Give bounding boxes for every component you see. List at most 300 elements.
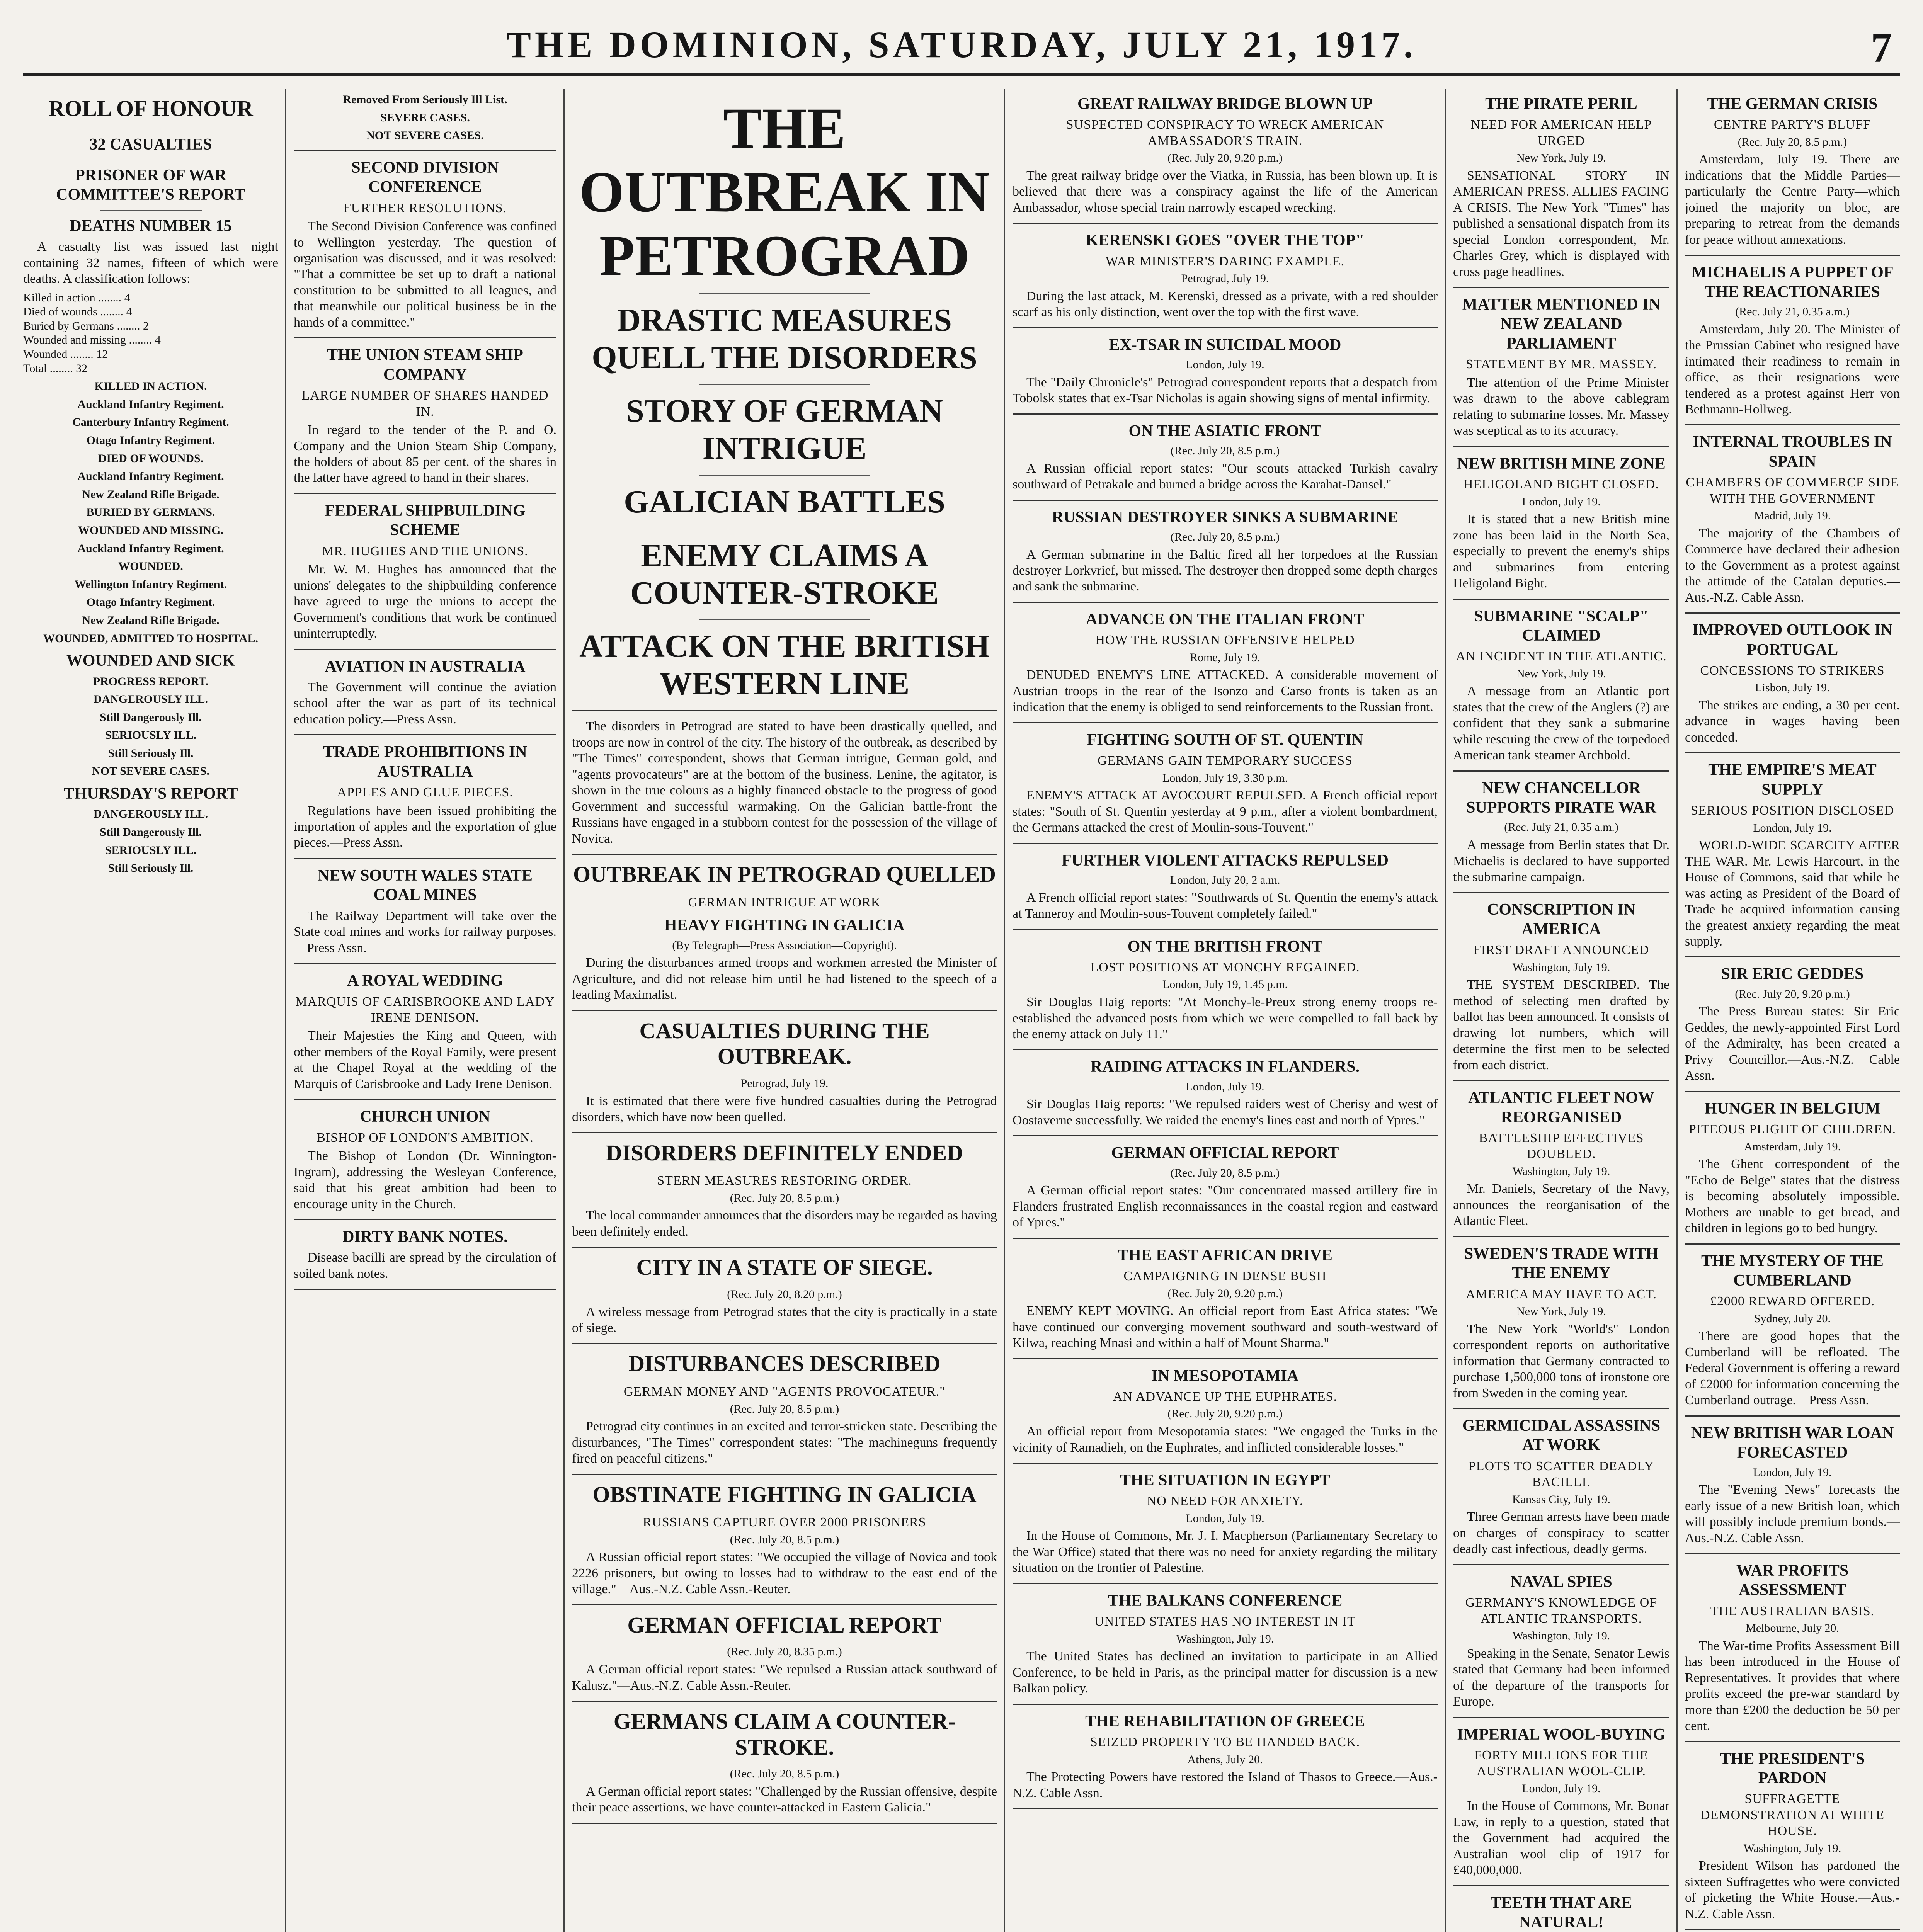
article-subheading: GERMAN MONEY AND "AGENTS PROVOCATEUR."	[623, 1384, 946, 1399]
article-subheading: FURTHER RESOLUTIONS.	[343, 201, 507, 215]
article-headline: A ROYAL WEDDING	[347, 972, 503, 990]
article-dateline: New York, July 19.	[1516, 667, 1606, 680]
article	[1013, 1057, 1438, 1136]
article-body: The local commander announces that the disorders may be regarded as having been definitely ended.	[572, 1208, 997, 1239]
article-subheading: £2000 REWARD OFFERED.	[1710, 1294, 1875, 1309]
article-body: The "Evening News" forecasts the early issue of a new British loan, which will possibly include premium bonds.—Aus.-N.Z. Cable Assn.	[1685, 1483, 1900, 1545]
article-body: It is stated that a new British mine zone has been laid in the North Sea, especially to prevent the enemy's ships and submarines from entering Heligoland Bight.	[1453, 512, 1669, 591]
article-dateline: London, July 19.	[1186, 1080, 1264, 1093]
deaths-heading: DEATHS NUMBER 15	[70, 217, 232, 235]
article-dateline: Athens, July 20.	[1187, 1753, 1263, 1766]
article-dateline: Amsterdam, July 19.	[1744, 1140, 1841, 1153]
article-headline: GREAT RAILWAY BRIDGE BLOWN UP	[1077, 95, 1373, 113]
newspaper-title: THE DOMINION, SATURDAY, JULY 21, 1917.	[506, 24, 1417, 65]
article	[1685, 1561, 1900, 1742]
article-subheading: STATEMENT BY MR. MASSEY.	[1466, 357, 1657, 372]
article-subheading: AN ADVANCE UP THE EUPHRATES.	[1113, 1389, 1337, 1404]
article-headline: RUSSIAN DESTROYER SINKS A SUBMARINE	[1052, 508, 1399, 526]
section-label: WOUNDED, ADMITTED TO HOSPITAL.	[43, 632, 258, 645]
article	[1453, 295, 1669, 447]
article-headline: THE PIRATE PERIL	[1485, 95, 1637, 113]
article	[1685, 621, 1900, 753]
article-headline: THE EMPIRE'S MEAT SUPPLY	[1708, 761, 1877, 799]
article-body: A German official report states: "We repulsed a Russian attack southward of Kalusz."—Aus.-N.Z. Cable Assn.-Reuter.	[572, 1662, 997, 1693]
article	[1013, 231, 1438, 328]
article-subheading: THE AUSTRALIAN BASIS.	[1710, 1604, 1875, 1618]
article-subheading: LARGE NUMBER OF SHARES HANDED IN.	[301, 388, 549, 419]
section-label: SERIOUSLY ILL.	[105, 729, 197, 742]
article	[1453, 1416, 1669, 1565]
article-subheading: SUSPECTED CONSPIRACY TO WRECK AMERICAN AMBASSADOR'S TRAIN.	[1066, 117, 1384, 148]
section-label: Still Dangerously Ill.	[100, 711, 202, 724]
article	[1685, 432, 1900, 614]
article-headline: TEETH THAT ARE NATURAL!	[1490, 1894, 1632, 1932]
article-dateline: London, July 19, 1.45 p.m.	[1162, 978, 1288, 991]
column-main-story	[572, 89, 997, 1932]
article-headline: IN MESOPOTAMIA	[1151, 1367, 1299, 1385]
article-headline: NEW BRITISH WAR LOAN FORECASTED	[1691, 1424, 1894, 1462]
article-dateline: (Rec. July 20, 9.20 p.m.)	[1167, 151, 1283, 165]
article	[1685, 1099, 1900, 1245]
column-rule	[285, 89, 286, 1932]
article-headline: NAVAL SPIES	[1510, 1573, 1612, 1591]
article-headline: GERMICIDAL ASSASSINS AT WORK	[1462, 1417, 1661, 1454]
article-body: A message from Berlin states that Dr. Michaelis is declared to have supported the submarine campaign.	[1453, 838, 1669, 884]
article-body: A message from an Atlantic port states that the crew of the Anglers (?) are confident that they sank a submarine while rescuing the crew of the torpedoed American tank steamer Archbold.	[1453, 684, 1669, 763]
article	[1453, 454, 1669, 600]
column-four	[1013, 89, 1438, 1932]
article-dateline: New York, July 19.	[1516, 1305, 1606, 1318]
article-body: WORLD-WIDE SCARCITY AFTER THE WAR. Mr. Lewis Harcourt, in the House of Commons, said that while he was acting as President of the Board of Trade he acquired information causing the greatest anxiety regarding the meat supply.	[1685, 838, 1900, 949]
article	[1013, 730, 1438, 844]
section-label: SERIOUSLY ILL.	[105, 844, 197, 857]
article-dateline: Washington, July 19.	[1512, 1629, 1610, 1643]
article-body: The Ghent correspondent of the "Echo de Belge" states that the distress is becoming absolutely impossible. Mothers are unable to get bread, and children in legions go to bed hungry.	[1685, 1157, 1900, 1236]
article	[572, 862, 997, 1011]
article-headline: TRADE PROHIBITIONS IN AUSTRALIA	[323, 743, 527, 781]
article-dateline: (Rec. July 20, 8.5 p.m.)	[730, 1191, 839, 1204]
roll-of-honour-headline: ROLL OF HONOUR	[48, 96, 253, 121]
article-headline: FEDERAL SHIPBUILDING SCHEME	[325, 502, 526, 539]
article-headline: THE GERMAN CRISIS	[1707, 95, 1878, 113]
article-headline: DIRTY BANK NOTES.	[342, 1228, 508, 1246]
article-headline: FURTHER VIOLENT ATTACKS REPULSED	[1061, 851, 1389, 869]
article-dateline: London, July 19.	[1753, 821, 1832, 834]
article-headline: GERMAN OFFICIAL REPORT	[627, 1612, 942, 1638]
article	[1453, 1244, 1669, 1409]
article	[1013, 610, 1438, 723]
wounded-sick-heading: WOUNDED AND SICK	[66, 652, 235, 670]
article-headline: DISORDERS DEFINITELY ENDED	[606, 1140, 963, 1165]
article	[1013, 94, 1438, 224]
article-body: The Railway Department will take over the State coal mines and works for railway purposes.—Press Assn.	[294, 908, 556, 955]
article	[1453, 779, 1669, 893]
article-body: The attention of the Prime Minister was drawn to the above cablegram relating to submarine losses. Mr. Massey was sceptical as to its accuracy.	[1453, 375, 1669, 438]
article	[572, 1018, 997, 1133]
article-dateline: London, July 20, 2 a.m.	[1170, 874, 1280, 887]
article-subheading: UNITED STATES HAS NO INTEREST IN IT	[1094, 1614, 1356, 1629]
article-dateline: Melbourne, July 20.	[1746, 1622, 1839, 1635]
article-body: In regard to the tender of the P. and O. Company and the Union Steam Ship Company, the holders of about 85 per cent. of the shares in the latter have agreed to hand in their shares.	[294, 423, 556, 485]
article-headline: GERMAN OFFICIAL REPORT	[1111, 1144, 1339, 1162]
article-body: SENSATIONAL STORY IN AMERICAN PRESS. ALLIES FACING A CRISIS. The New York "Times" has published a sensational dispatch from its special London correspondent, Mr. Charles Grey, which is displayed with cross page headlines.	[1453, 168, 1669, 279]
classification-row: Died of wounds ........ 4	[23, 305, 132, 318]
article-dateline: Madrid, July 19.	[1754, 509, 1831, 522]
article-dateline: (Rec. July 20, 9.20 p.m.)	[1167, 1407, 1283, 1420]
article-headline: AVIATION IN AUSTRALIA	[325, 657, 526, 675]
casualties-heading: 32 CASUALTIES	[89, 135, 212, 153]
article-body: A German submarine in the Baltic fired all her torpedoes at the Russian destroyer Lorkvrief, but missed. The destroyer then dropped some depth charges and sank the submarine.	[1013, 547, 1438, 594]
article-body: ENEMY'S ATTACK AT AVOCOURT REPULSED. A French official report states: "South of St. Quentin yesterday at 9 p.m., after a violent bombardment, the Germans attacked the crest of Moulin-sous-Touvent."	[1013, 788, 1438, 835]
column-six-articles	[1685, 94, 1900, 1930]
article-dateline: Washington, July 19.	[1743, 1842, 1841, 1855]
article-dateline: New York, July 19.	[1516, 151, 1606, 165]
section-label: SEVERE CASES.	[380, 111, 470, 124]
article-body: Sir Douglas Haig reports: "We repulsed raiders west of Cherisy and west of Oostaverne successfully. We raided the enemy's lines east and north of Ypres."	[1013, 1097, 1438, 1128]
section-label: Auckland Infantry Regiment.	[77, 542, 224, 555]
section-label: New Zealand Rifle Brigade.	[82, 488, 220, 501]
article-subheading: MARQUIS OF CARISBROOKE AND LADY IRENE DENISON.	[295, 994, 555, 1025]
article-body: ENEMY KEPT MOVING. An official report from East Africa states: "We have continued our converging movement southward and south-westward of Kilwa, reaching Mnasi and within a half of Mount Sharma."	[1013, 1304, 1438, 1350]
article-subheading: APPLES AND GLUE PIECES.	[337, 785, 513, 800]
article-body: Regulations have been issued prohibiting the importation of apples and the exportation of glue pieces.—Press Assn.	[294, 803, 556, 850]
article-dateline: Petrograd, July 19.	[740, 1077, 829, 1090]
article-subheading: STERN MEASURES RESTORING ORDER.	[657, 1173, 912, 1188]
section-label: WOUNDED.	[118, 560, 183, 573]
article-body: The majority of the Chambers of Commerce have declared their adhesion to the Government as a protest against the attitude of the Catalan deputies.—Aus.-N.Z. Cable Assn.	[1685, 526, 1900, 605]
article	[1685, 263, 1900, 425]
article	[572, 1140, 997, 1248]
article-body: Three German arrests have been made on charges of conspiracy to scatter deadly cast infectious, deadly germs.	[1453, 1510, 1669, 1556]
article-subheading: GERMANS GAIN TEMPORARY SUCCESS	[1097, 753, 1353, 768]
article-body: An official report from Mesopotamia states: "We engaged the Turks in the vicinity of Ramadieh, on the Euphrates, and inflicted considerable losses."	[1013, 1424, 1438, 1455]
article	[1685, 760, 1900, 957]
article-body: DENUDED ENEMY'S LINE ATTACKED. A considerable movement of Austrian troops in the rear of the Isonzo and Carso fronts is taken as an indication that the enemy is obliged to send reinforcements to the Russian front.	[1013, 668, 1438, 714]
article-subheading: HELIGOLAND BIGHT CLOSED.	[1464, 477, 1659, 492]
article-subheading: FIRST DRAFT ANNOUNCED	[1473, 943, 1649, 957]
article-headline: OUTBREAK IN PETROGRAD QUELLED	[573, 862, 996, 887]
article-headline: SECOND DIVISION CONFERENCE	[351, 158, 499, 196]
article-headline: THE PRESIDENT'S PARDON	[1720, 1750, 1865, 1787]
article	[294, 1107, 556, 1220]
article-subheading: LOST POSITIONS AT MONCHY REGAINED.	[1090, 960, 1360, 975]
column-two-articles	[294, 158, 556, 1290]
article-body: The "Daily Chronicle's" Petrograd correspondent reports that a despatch from Tobolsk states that ex-Tsar Nicholas is again showing signs of mental infirmity.	[1013, 375, 1438, 406]
section-label: DANGEROUSLY ILL.	[93, 808, 208, 821]
column-rule	[563, 89, 565, 1932]
article	[572, 1351, 997, 1475]
article-dateline: London, July 19.	[1186, 1512, 1264, 1525]
section-label: Auckland Infantry Regiment.	[77, 398, 224, 411]
article-subheading: CAMPAIGNING IN DENSE BUSH	[1123, 1269, 1327, 1284]
article-body: A German official report states: "Our concentrated massed artillery fire in Flanders frustrated English reconnaissances in the coastal region and eastward of Ypres."	[1013, 1183, 1438, 1230]
article-headline: MATTER MENTIONED IN NEW ZEALAND PARLIAMENT	[1462, 296, 1661, 352]
article-dateline: (Rec. July 20, 8.35 p.m.)	[727, 1645, 842, 1658]
article-body: During the last attack, M. Kerenski, dressed as a private, with a red shoulder scarf as his only distinction, went over the top with the first wave.	[1013, 289, 1438, 320]
article-body: A German official report states: "Challenged by the Russian offensive, despite their peace assertions, we have counter-attacked in Eastern Galicia."	[572, 1784, 997, 1815]
article-body: The Bishop of London (Dr. Winnington-Ingram), addressing the Wesleyan Conference, said that his great ambition had been to encourage unity in the Church.	[294, 1149, 556, 1211]
section-label: Auckland Infantry Regiment.	[77, 470, 224, 483]
article-headline: ADVANCE ON THE ITALIAN FRONT	[1086, 610, 1365, 628]
article-headline: MICHAELIS A PUPPET OF THE REACTIONARIES	[1691, 264, 1894, 301]
article-body: A wireless message from Petrograd states that the city is practically in a state of siege.	[572, 1304, 997, 1335]
masthead	[23, 15, 1900, 76]
article	[1453, 1572, 1669, 1718]
article-body: A French official report states: "Southwards of St. Quentin the enemy's attack at Tanneroy and Moulin-sous-Touvent completely failed."	[1013, 890, 1438, 921]
article-body: The New York "World's" London correspondent reports on authoritative information that Germany contracted to purchase 1,500,000 tons of ironstone ore from Sweden in the coming year.	[1453, 1321, 1669, 1400]
article-body: Petrograd city continues in an excited and terror-stricken state. Describing the disturbances, "The Times" correspondent states: "The machineguns frequently fired on peaceful citizens."	[572, 1419, 997, 1466]
article-body: Speaking in the Senate, Senator Lewis stated that Germany had been informed of the departure of the transports for Europe.	[1453, 1646, 1669, 1709]
article	[1453, 607, 1669, 772]
article-dateline: (Rec. July 20, 8.5 p.m.)	[1170, 444, 1280, 457]
main-subheadline: ENEMY CLAIMS A COUNTER-STROKE	[630, 537, 939, 611]
column-roll-of-honour	[23, 89, 278, 1932]
article	[1685, 964, 1900, 1092]
article-dateline: (Rec. July 20, 8.20 p.m.)	[727, 1287, 842, 1301]
article-subheading: FORTY MILLIONS FOR THE AUSTRALIAN WOOL-CLIP.	[1474, 1748, 1648, 1779]
article-body: Amsterdam, July 19. There are indications that the Middle Parties—particularly the Centre Party—which joined the majority on bloc, are preparing to retreat from the demands for peace without annexations.	[1685, 152, 1900, 247]
article	[572, 1482, 997, 1605]
main-subheadline: DRASTIC MEASURES QUELL THE DISORDERS	[592, 302, 977, 376]
article-subheading: NEED FOR AMERICAN HELP URGED	[1470, 117, 1652, 148]
article	[572, 1255, 997, 1344]
article-dateline: (Rec. July 20, 9.20 p.m.)	[1167, 1287, 1283, 1300]
section-label: Canterbury Infantry Regiment.	[72, 416, 229, 429]
column-rule	[1445, 89, 1446, 1932]
article-body: Disease bacilli are spread by the circulation of soiled bank notes.	[294, 1250, 556, 1281]
article	[1013, 1471, 1438, 1584]
article-body: Their Majesties the King and Queen, with other members of the Royal Family, were present at the Chapel Royal at the wedding of the Marquis of Carisbrooke and Lady Irene Denison.	[294, 1029, 556, 1091]
article-headline: IMPROVED OUTLOOK IN PORTUGAL	[1692, 621, 1893, 659]
article	[1685, 1423, 1900, 1554]
column-five	[1453, 89, 1669, 1932]
article-body: There are good hopes that the Cumberland will be refloated. The Federal Government is offering a reward of £2000 for information concerning the Cumberland outrage.—Press Assn.	[1685, 1329, 1900, 1408]
main-subheadline: STORY OF GERMAN INTRIGUE	[626, 393, 943, 466]
article-body: In the House of Commons, Mr. J. I. Macpherson (Parliamentary Secretary to the War Office) stated that there was no need for anxiety regarding the military situation on the frontier of Palestine.	[1013, 1529, 1438, 1575]
article-body: The Protecting Powers have restored the Island of Thasos to Greece.—Aus.-N.Z. Cable Assn.	[1013, 1770, 1438, 1800]
main-headline: THE OUTBREAK IN PETROGRAD	[579, 96, 990, 288]
section-label: Still Seriously Ill.	[108, 862, 194, 875]
article-headline: CHURCH UNION	[360, 1108, 490, 1126]
article-headline: THE SITUATION IN EGYPT	[1120, 1471, 1331, 1490]
article	[1453, 94, 1669, 288]
article-body: Amsterdam, July 20. The Minister of the Prussian Cabinet who resigned have intimated their readiness to remain in office, as their resignations were tendered as a protest against Herr von Bethmann-Hollweg.	[1685, 322, 1900, 417]
article	[1453, 1088, 1669, 1237]
article-dateline: (Rec. July 20, 9.20 p.m.)	[1735, 987, 1850, 1000]
article-subheading: HOW THE RUSSIAN OFFENSIVE HELPED	[1095, 633, 1355, 648]
article-headline: CASUALTIES DURING THE OUTBREAK.	[639, 1018, 930, 1069]
article-dateline: (Rec. July 20, 8.5 p.m.)	[730, 1402, 839, 1415]
article-dateline: (Rec. July 20, 8.5 p.m.)	[1170, 1166, 1280, 1179]
article-dateline: (Rec. July 20, 8.5 p.m.)	[1738, 135, 1847, 148]
article-subheading: PLOTS TO SCATTER DEADLY BACILLI.	[1468, 1459, 1654, 1490]
article	[1013, 335, 1438, 415]
article	[294, 501, 556, 650]
article-headline: OBSTINATE FIGHTING IN GALICIA	[592, 1481, 977, 1507]
article	[1453, 1893, 1669, 1932]
article-body: Sir Douglas Haig reports: "At Monchy-le-Preux strong enemy troops re-established the advanced posts from which we were compelled to fall back by the enemy attack on July 11."	[1013, 995, 1438, 1041]
page-number: 7	[1871, 24, 1892, 71]
article-headline: SUBMARINE "SCALP" CLAIMED	[1474, 607, 1649, 645]
article-headline: NEW SOUTH WALES STATE COAL MINES	[318, 866, 533, 904]
section-label: New Zealand Rifle Brigade.	[82, 614, 220, 627]
classification-row: Wounded ........ 12	[23, 348, 108, 361]
article-subheading: CENTRE PARTY'S BLUFF	[1714, 117, 1871, 132]
article-subheading: SUFFRAGETTE DEMONSTRATION AT WHITE HOUSE.	[1700, 1792, 1884, 1838]
article-headline: SIR ERIC GEDDES	[1721, 965, 1864, 983]
article	[1013, 1366, 1438, 1464]
section-label: Otago Infantry Regiment.	[86, 596, 215, 609]
classification-total: Total ........ 32	[23, 362, 88, 375]
article-subheading: SEIZED PROPERTY TO BE HANDED BACK.	[1090, 1735, 1360, 1750]
section-label: NOT SEVERE CASES.	[92, 765, 209, 778]
article	[1013, 1591, 1438, 1705]
article-dateline: Rome, July 19.	[1190, 651, 1260, 664]
article-dateline: London, July 19.	[1522, 495, 1601, 508]
classification-row: Killed in action ........ 4	[23, 291, 130, 304]
article	[1453, 1725, 1669, 1886]
article-dateline: (Rec. July 21, 0.35 a.m.)	[1735, 305, 1850, 318]
article	[294, 158, 556, 339]
article-subheading: BATTLESHIP EFFECTIVES DOUBLED.	[1479, 1131, 1644, 1162]
article-subheading: GERMAN INTRIGUE AT WORK	[688, 895, 881, 910]
article-dateline: Washington, July 19.	[1512, 1165, 1610, 1178]
article-dateline: London, July 19.	[1186, 358, 1264, 371]
article-dateline: Petrograd, July 19.	[1181, 272, 1269, 285]
article-body: During the disturbances armed troops and workmen arrested the Minister of Agriculture, and did not release him until he had listened to the speech of a leading Maximalist.	[572, 956, 997, 1002]
classification-list	[23, 291, 278, 376]
column-rule	[1676, 89, 1678, 1932]
pow-committee-heading: PRISONER OF WAR COMMITTEE'S REPORT	[56, 167, 245, 204]
article-headline: HUNGER IN BELGIUM	[1704, 1099, 1880, 1117]
classification-row: Buried by Germans ........ 2	[23, 319, 149, 332]
article-headline: FIGHTING SOUTH OF ST. QUENTIN	[1087, 731, 1363, 749]
article-dateline: Lisbon, July 19.	[1755, 681, 1830, 694]
section-label: KILLED IN ACTION.	[94, 380, 207, 393]
article-body: The great railway bridge over the Viatka, in Russia, has been blown up. It is believed that there was a conspiracy against the life of the American Ambassador, whose special train narrowly escaped wrecking.	[1013, 168, 1438, 215]
section-label: Still Dangerously Ill.	[100, 826, 202, 839]
article-body: A Russian official report states: "We occupied the village of Novica and took 2226 prisoners, but owing to losses had to withdraw to the east end of the village."—Aus.-N.Z. Cable Assn.-Reuter.	[572, 1550, 997, 1597]
article-dateline: (By Telegraph—Press Association—Copyright).	[672, 939, 897, 952]
article	[1685, 94, 1900, 256]
article-headline: THE EAST AFRICAN DRIVE	[1118, 1246, 1332, 1264]
article	[1013, 1712, 1438, 1809]
article	[294, 657, 556, 736]
article	[294, 345, 556, 494]
article-dateline: Washington, July 19.	[1176, 1632, 1274, 1645]
article-headline: THE REHABILITATION OF GREECE	[1085, 1712, 1365, 1730]
article	[294, 1227, 556, 1290]
article-headline: KERENSKI GOES "OVER THE TOP"	[1086, 231, 1365, 250]
article-headline: ON THE ASIATIC FRONT	[1128, 422, 1322, 440]
section-label: WOUNDED AND MISSING.	[78, 524, 223, 537]
main-subheadline: GALICIAN BATTLES	[624, 484, 945, 520]
article-body: The United States has declined an invitation to participate in an Allied Conference, to be held in Paris, as the principal matter for discussion is a new Balkan policy.	[1013, 1649, 1438, 1696]
article-headline: DISTURBANCES DESCRIBED	[628, 1351, 941, 1376]
article-dateline: (Rec. July 20, 8.5 p.m.)	[730, 1533, 839, 1546]
column-five-articles	[1453, 94, 1669, 1932]
article-headline: RAIDING ATTACKS IN FLANDERS.	[1090, 1058, 1360, 1076]
section-label: NOT SEVERE CASES.	[366, 129, 484, 142]
article-subheading: NO NEED FOR ANXIETY.	[1147, 1494, 1304, 1509]
section-label: PROGRESS REPORT.	[93, 675, 209, 688]
article	[1013, 508, 1438, 603]
main-subheadline: ATTACK ON THE BRITISH WESTERN LINE	[579, 628, 990, 702]
article-subheading: PITEOUS PLIGHT OF CHILDREN.	[1688, 1122, 1896, 1137]
article-subheading: CHAMBERS OF COMMERCE SIDE WITH THE GOVERNMENT	[1686, 475, 1899, 506]
article	[572, 1709, 997, 1824]
article-subheading: MR. HUGHES AND THE UNIONS.	[322, 544, 528, 558]
article-headline: THE BALKANS CONFERENCE	[1108, 1592, 1343, 1610]
article-headline: GERMANS CLAIM A COUNTER-STROKE.	[613, 1708, 956, 1760]
article-body: The Government will continue the aviation school after the war as part of its technical education policy.—Press Assn.	[294, 680, 556, 726]
article-body: A Russian official report states: "Our scouts attacked Turkish cavalry southward of Petrakale and burned a bridge across the Karahat-Dansel."	[1013, 461, 1438, 492]
article	[294, 742, 556, 859]
article-headline: WAR PROFITS ASSESSMENT	[1736, 1562, 1849, 1599]
article-subheading: HEAVY FIGHTING IN GALICIA	[664, 917, 905, 935]
article-subheading: SERIOUS POSITION DISCLOSED	[1690, 803, 1894, 818]
article-dateline: Washington, July 19.	[1512, 961, 1610, 974]
article-body: Mr. W. M. Hughes has announced that the unions' delegates to the shipbuilding conference have agreed to urge the unions to accept the Government's conditions that work be continued uninterruptedly.	[294, 562, 556, 641]
article-dateline: (Rec. July 21, 0.35 a.m.)	[1504, 821, 1618, 834]
article-headline: NEW BRITISH MINE ZONE	[1457, 454, 1666, 473]
article	[1013, 1143, 1438, 1238]
article-subheading: RUSSIANS CAPTURE OVER 2000 PRISONERS	[643, 1515, 926, 1530]
article	[1685, 1252, 1900, 1417]
article-body: It is estimated that there were five hundred casualties during the Petrograd disorders, which have now been quelled.	[572, 1094, 997, 1124]
article-subheading: AN INCIDENT IN THE ATLANTIC.	[1456, 649, 1667, 664]
section-label: Otago Infantry Regiment.	[86, 434, 215, 447]
article-headline: IMPERIAL WOOL-BUYING	[1457, 1725, 1666, 1743]
lead-paragraph: The disorders in Petrograd are stated to have been drastically quelled, and troops are now in control of the city. The history of the outbreak, as described by "The Times" correspondent, shows that German intrigue, German gold, and "agents provocateurs" are at the bottom of the business. Lenine, the agitator, is shown in the true colours as a highly financed obstacle to the progress of good Government and successful warmaking. On the Galician battle-front the Russians have engaged in a stubborn contest for the possession of the village of Novica.	[572, 719, 997, 846]
article-subheading: CONCESSIONS TO STRIKERS	[1700, 663, 1885, 678]
section-label: BURIED BY GERMANS.	[86, 506, 215, 519]
main-story-articles	[572, 862, 997, 1824]
article-headline: NEW CHANCELLOR SUPPORTS PIRATE WAR	[1466, 779, 1656, 817]
article-body: Mr. Daniels, Secretary of the Navy, announces the reorganisation of the Atlantic Fleet.	[1453, 1182, 1669, 1228]
article	[294, 866, 556, 964]
article-dateline: (Rec. July 20, 8.5 p.m.)	[1170, 530, 1280, 543]
section-label: DANGEROUSLY ILL.	[93, 693, 208, 706]
column-two	[294, 89, 556, 1932]
section-label: Still Seriously Ill.	[108, 747, 194, 760]
article-dateline: (Rec. July 20, 8.5 p.m.)	[730, 1767, 839, 1781]
article	[1013, 851, 1438, 930]
section-label: Removed From Seriously Ill List.	[343, 93, 507, 106]
article-body: The Second Division Conference was confined to Wellington yesterday. The question of organisation was discussed, and it was resolved: "That a committee be set up to draft a national constitution to be submitted to all leagues, and that meanwhile our political business be in the hands of a committee."	[294, 219, 556, 330]
article-headline: CITY IN A STATE OF SIEGE.	[636, 1255, 933, 1280]
article-headline: INTERNAL TROUBLES IN SPAIN	[1693, 433, 1892, 471]
column-four-articles	[1013, 94, 1438, 1809]
article-body: In the House of Commons, Mr. Bonar Law, in reply to a question, stated that the Government had acquired the Australian wool clip of 1917 for £40,000,000.	[1453, 1799, 1669, 1878]
article-subheading: WAR MINISTER'S DARING EXAMPLE.	[1106, 254, 1344, 269]
article	[1453, 900, 1669, 1081]
article-headline: CONSCRIPTION IN AMERICA	[1487, 901, 1635, 938]
article-subheading: GERMANY'S KNOWLEDGE OF ATLANTIC TRANSPORTS.	[1465, 1595, 1658, 1626]
article-headline: ON THE BRITISH FRONT	[1127, 937, 1323, 956]
article-headline: EX-TSAR IN SUICIDAL MOOD	[1109, 336, 1341, 354]
column-six	[1685, 89, 1900, 1932]
article-dateline: London, July 19.	[1522, 1782, 1601, 1795]
article-headline: ATLANTIC FLEET NOW REORGANISED	[1468, 1089, 1654, 1126]
article-dateline: Kansas City, July 19.	[1512, 1493, 1610, 1506]
article	[1685, 1749, 1900, 1930]
article	[294, 971, 556, 1100]
article	[572, 1612, 997, 1702]
article-dateline: London, July 19, 3.30 p.m.	[1162, 771, 1288, 784]
article-body: THE SYSTEM DESCRIBED. The method of selecting men drafted by ballot has been announced. It consists of drawing lot numbers, which will determine the first men to be selected from each district.	[1453, 978, 1669, 1072]
section-label: Wellington Infantry Regiment.	[74, 578, 227, 591]
